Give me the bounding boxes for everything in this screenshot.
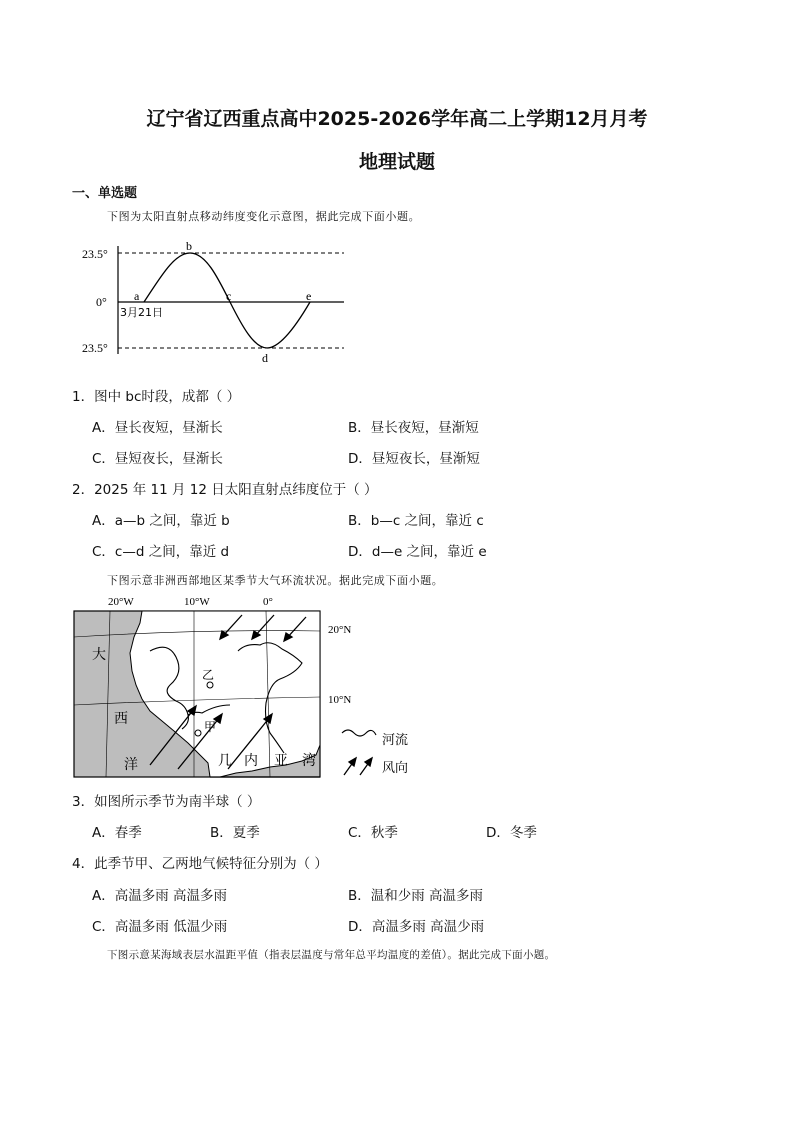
q2-option-c[interactable]: C．c—d 之间，靠近 d: [92, 544, 230, 560]
fig1-point-b: b: [186, 239, 192, 253]
fig2-lon-0: 0°: [263, 596, 273, 608]
q2-option-d[interactable]: D．d—e 之间，靠近 e: [348, 544, 487, 560]
intro-text-1: 下图为太阳直射点移动纬度变化示意图，据此完成下面小题。: [107, 210, 421, 223]
intro-text-2: 下图示意非洲西部地区某季节大气环流状况。据此完成下面小题。: [107, 574, 444, 587]
fig2-ocean-label-1: 大: [92, 647, 106, 663]
figure-west-africa-map: [70, 593, 420, 781]
fig1-point-c: c: [226, 289, 232, 303]
fig2-label-jia: 甲: [204, 720, 217, 734]
q4-option-a[interactable]: A．高温多雨 高温多雨: [92, 888, 228, 904]
fig2-lat-10n: 10°N: [328, 694, 352, 706]
fig2-ocean-label-3: 洋: [124, 757, 138, 773]
q1-option-b[interactable]: B．昼长夜短，昼渐短: [348, 420, 479, 436]
question-1-stem: 1．图中 bc时段，成都（ ）: [72, 389, 241, 405]
fig2-legend-wind-symbol: [344, 758, 372, 775]
fig2-point-jia: [195, 730, 201, 736]
fig1-point-e: e: [306, 289, 312, 303]
fig1-point-a: a: [134, 289, 140, 303]
fig2-gulf-label-2: 内: [244, 753, 258, 769]
fig2-ocean-label-2: 西: [114, 711, 128, 727]
q3-option-b[interactable]: B．夏季: [210, 825, 260, 841]
q1-option-d[interactable]: D．昼短夜长，昼渐短: [348, 451, 480, 467]
figure-sun-latitude: [78, 238, 348, 366]
fig2-legend-wind-label: 风向: [382, 761, 409, 776]
fig2-gulf-label-4: 湾: [302, 753, 316, 769]
fig2-gulf-label-3: 亚: [274, 753, 288, 769]
q2-option-a[interactable]: A．a—b 之间，靠近 b: [92, 513, 230, 529]
q4-option-b[interactable]: B．温和少雨 高温多雨: [348, 888, 484, 904]
fig2-legend-river-symbol: [342, 730, 376, 736]
fig1-label-0: 0°: [96, 295, 107, 309]
fig2-label-yi: 乙: [202, 668, 215, 682]
q2-option-b[interactable]: B．b—c 之间，靠近 c: [348, 513, 484, 529]
q4-option-d[interactable]: D．高温多雨 高温少雨: [348, 919, 485, 935]
fig2-lon-10w: 10°W: [184, 596, 210, 608]
fig1-label-23-5-top: 23.5°: [82, 247, 108, 261]
fig2-legend-river-label: 河流: [382, 733, 409, 748]
fig1-label-23-5-bottom: 23.5°: [82, 341, 108, 355]
fig2-point-yi: [207, 682, 213, 688]
q1-option-c[interactable]: C．昼短夜长，昼渐长: [92, 451, 223, 467]
question-4-stem: 4．此季节甲、乙两地气候特征分别为（ ）: [72, 856, 328, 872]
q3-option-c[interactable]: C．秋季: [348, 825, 398, 841]
doc-title-line1: 辽宁省辽西重点高中2025-2026学年高二上学期12月月考: [146, 108, 648, 130]
intro-text-3: 下图示意某海域表层水温距平值（指表层温度与常年总平均温度的差值）。据此完成下面小题。: [107, 949, 556, 961]
doc-title-line2: 地理试题: [358, 151, 435, 173]
question-3-stem: 3．如图所示季节为南半球（ ）: [72, 794, 261, 810]
fig2-lon-20w: 20°W: [108, 596, 134, 608]
q3-option-d[interactable]: D．冬季: [486, 825, 537, 841]
fig1-point-d: d: [262, 351, 268, 365]
q4-option-c[interactable]: C．高温多雨 低温少雨: [92, 919, 228, 935]
fig1-date-label: 3月21日: [120, 306, 163, 319]
section-heading: 一、单选题: [72, 186, 138, 201]
q3-option-a[interactable]: A．春季: [92, 825, 142, 841]
fig2-gulf-label-1: 几: [218, 753, 232, 769]
question-2-stem: 2．2025 年 11 月 12 日太阳直射点纬度位于（ ）: [72, 482, 378, 498]
fig2-lat-20n: 20°N: [328, 624, 352, 636]
q1-option-a[interactable]: A．昼长夜短，昼渐长: [92, 420, 223, 436]
